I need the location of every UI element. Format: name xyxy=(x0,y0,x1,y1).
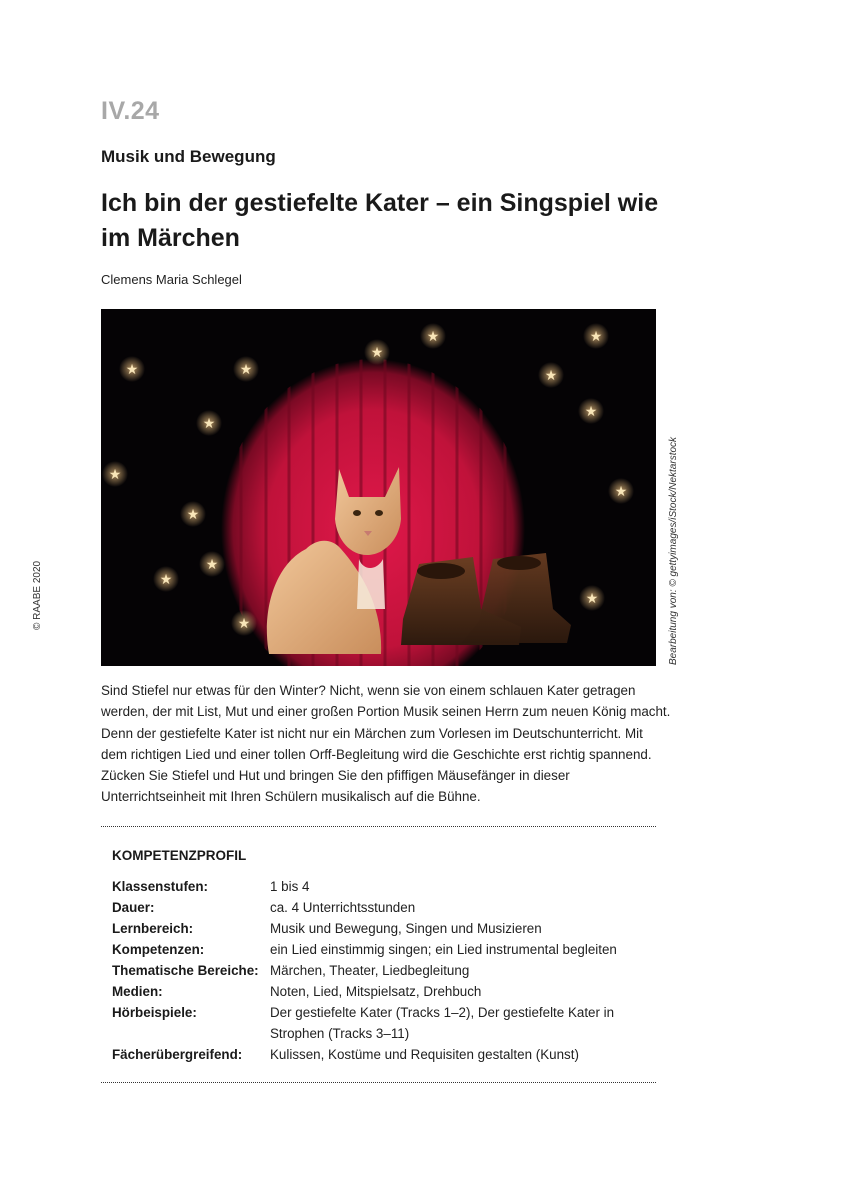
profile-label: Klassenstufen: xyxy=(112,879,208,894)
svg-text:★: ★ xyxy=(614,483,628,499)
profile-heading: KOMPETENZPROFIL xyxy=(112,848,247,863)
svg-text:★: ★ xyxy=(584,403,598,419)
section-code: IV.24 xyxy=(101,97,160,125)
profile-value: ca. 4 Unterrichtsstunden xyxy=(270,900,416,915)
profile-row xyxy=(112,960,652,981)
profile-row xyxy=(112,1002,652,1044)
divider-top xyxy=(101,826,656,827)
competence-profile xyxy=(112,876,652,1065)
profile-row xyxy=(112,1044,652,1065)
profile-label: Thematische Bereiche: xyxy=(112,963,259,978)
copyright-notice xyxy=(32,560,46,630)
profile-label: Lernbereich: xyxy=(112,921,194,936)
author-name: Clemens Maria Schlegel xyxy=(101,272,242,287)
svg-text:★: ★ xyxy=(370,344,384,360)
svg-text:★: ★ xyxy=(202,415,216,431)
intro-paragraph: Sind Stiefel nur etwas für den Winter? Nicht, wenn sie von einem schlauen Kater getragen werden, der mit List, Mut und einer großen Portion Musik seinen Herrn zum neuen König macht. Denn der gestiefelte Kater ist nicht nur ein Märchen zum Vorlesen im Deutschunterricht. Mit dem richtigen Lied und einer tollen Orff-Begleitung wird die Geschichte erst richtig spannend. Zücken Sie Stiefel und Hut und bringen Sie den pfiffigen Mäusefänger in dieser Unterrichtseinheit mit Ihren Schülern musikalisch auf die Bühne. xyxy=(101,683,671,805)
svg-text:★: ★ xyxy=(205,556,219,572)
svg-text:★: ★ xyxy=(426,328,440,344)
profile-value: Noten, Lied, Mitspielsatz, Drehbuch xyxy=(270,984,482,999)
svg-text:★: ★ xyxy=(237,615,251,631)
profile-label: Dauer: xyxy=(112,900,155,915)
image-credit xyxy=(668,423,682,665)
subject-heading: Musik und Bewegung xyxy=(101,147,276,166)
svg-text:★: ★ xyxy=(186,506,200,522)
svg-text:★: ★ xyxy=(108,466,122,482)
page-title: Ich bin der gestiefelte Kater – ein Singspiel wie im Märchen xyxy=(101,189,659,252)
profile-value: 1 bis 4 xyxy=(270,879,310,894)
svg-text:★: ★ xyxy=(239,361,253,377)
profile-row xyxy=(112,918,652,939)
profile-label: Medien: xyxy=(112,984,163,999)
divider-bottom xyxy=(101,1082,656,1083)
copyright-text: © RAABE 2020 xyxy=(32,560,43,630)
svg-text:★: ★ xyxy=(589,328,603,344)
profile-value: ein Lied einstimmig singen; ein Lied instrumental begleiten xyxy=(270,942,617,957)
profile-value: Kulissen, Kostüme und Requisiten gestalten (Kunst) xyxy=(270,1047,579,1062)
image-credit-text: Bearbeitung von: © gettyimages/iStock/Nektarstock xyxy=(668,436,679,665)
profile-value: Der gestiefelte Kater (Tracks 1–2), Der gestiefelte Kater in Strophen (Tracks 3–11) xyxy=(270,1005,615,1041)
hero-image xyxy=(101,309,656,666)
svg-text:★: ★ xyxy=(544,367,558,383)
profile-row xyxy=(112,939,652,960)
profile-value: Märchen, Theater, Liedbegleitung xyxy=(270,963,470,978)
svg-text:★: ★ xyxy=(585,590,599,606)
svg-text:★: ★ xyxy=(159,571,173,587)
profile-label: Fächerübergreifend: xyxy=(112,1047,243,1062)
profile-row xyxy=(112,981,652,1002)
profile-label: Kompetenzen: xyxy=(112,942,205,957)
profile-row xyxy=(112,876,652,897)
profile-value: Musik und Bewegung, Singen und Musizieren xyxy=(270,921,542,936)
svg-text:★: ★ xyxy=(125,361,139,377)
profile-label: Hörbeispiele: xyxy=(112,1005,197,1020)
profile-row xyxy=(112,897,652,918)
